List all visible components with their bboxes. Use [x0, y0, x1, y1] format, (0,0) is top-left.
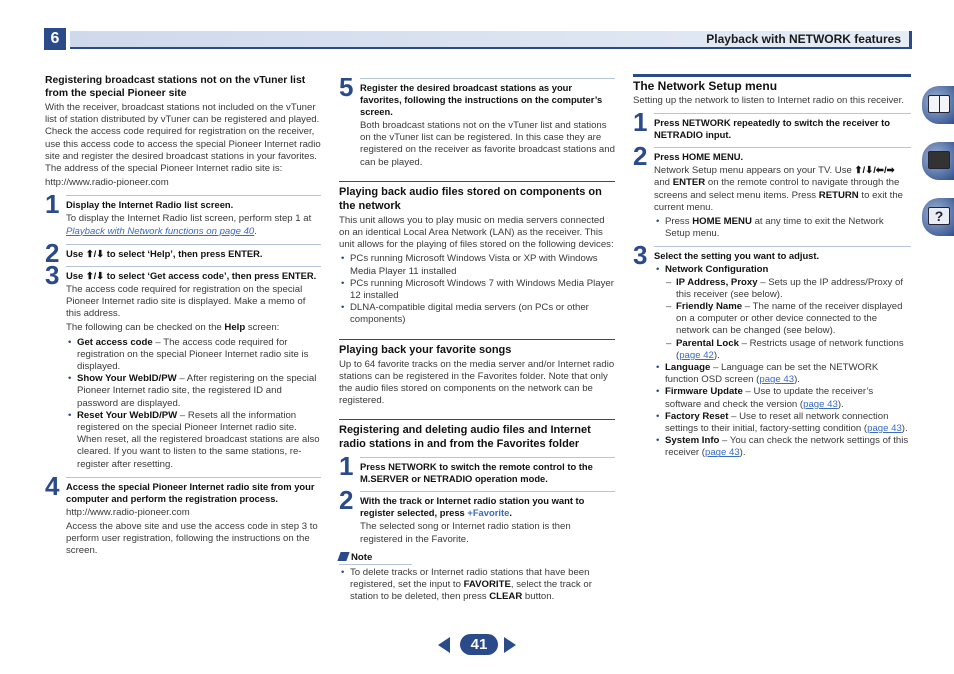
list-item: [654, 386, 911, 410]
section-heading: Registering and deleting audio files and Internet radio stations in and from the Favorites folder: [339, 419, 615, 451]
item-desc: – Restricts usage of network functions (: [676, 337, 904, 361]
step-bullets: [654, 216, 911, 240]
step-4: [45, 470, 321, 558]
step-text: .: [313, 269, 317, 281]
key-name: CLEAR: [489, 591, 523, 603]
device-icon-glyph: [928, 151, 950, 169]
intro-text: With the receiver, broadcast stations not included on the vTuner list of station distributed by vTuner can be registered and played. Check the access code required for registration on the receiver, use this access code to access the special Pioneer Internet radio site and register the desired broadcast stations in your favorites. The address of the special Pioneer Internet radio site is:: [45, 102, 321, 175]
item-desc: – Language can be set the NETWORK function OSD screen (: [665, 362, 879, 386]
key-name: NETWORK: [682, 117, 731, 129]
key-name: +Favorite: [467, 507, 510, 519]
item-desc: ).: [837, 398, 844, 410]
item-desc: – Use to update the receiver’s software and check the version (: [665, 386, 874, 410]
step-text: Press: [654, 151, 683, 163]
help-icon-glyph: ?: [928, 207, 950, 225]
item-term: Get access code: [77, 336, 153, 348]
step-body: Both broadcast stations not on the vTuner list and stations on the vTuner list can be registered. In this case they are registered on the receiver as favorite broadcast stations and can be played.: [360, 120, 615, 168]
step-text: Press: [360, 461, 389, 473]
step-text: at any time to exit the Network Setup menu.: [665, 216, 884, 240]
step-text: .: [509, 507, 512, 519]
list-item: [665, 301, 911, 338]
step-title: [654, 147, 911, 163]
list-item: • PCs running Microsoft Windows 7 with Windows Media Player 12 installed: [339, 278, 615, 302]
item-desc: ).: [739, 447, 746, 459]
note-list: [339, 567, 615, 604]
note-label: [339, 552, 412, 565]
next-page-icon[interactable]: [504, 637, 516, 653]
step-text: Use: [66, 247, 86, 259]
list-item: [665, 338, 911, 362]
item-term: Friendly Name: [676, 301, 743, 313]
list-item: [66, 373, 321, 410]
item-desc: ).: [901, 423, 908, 435]
section-heading: Playing back audio files stored on components on the network: [339, 181, 615, 213]
page-number: 41: [460, 634, 498, 655]
settings-list: [654, 264, 911, 459]
list-item: [66, 410, 321, 471]
intro-text: Setting up the network to listen to Internet radio on this receiver.: [633, 95, 904, 106]
help-text: [66, 322, 321, 334]
step-title: [360, 457, 615, 485]
pager: [438, 634, 518, 656]
arrow-keys-icon: ⬆/⬇: [85, 247, 105, 259]
item-desc: – Resets all the information registered on the special Pioneer Internet radio site. When reset, all the registered broadcast stations are also cleared. If you want to listen to the same stations, re-register after resetting.: [77, 409, 320, 470]
book-icon[interactable]: [922, 86, 954, 124]
item-term: Factory Reset: [665, 410, 729, 422]
list-item: [654, 264, 911, 362]
step-text: to switch the remote control to the M.SERVER or NETRADIO operation mode.: [360, 461, 593, 485]
step-title: Display the Internet Radio list screen.: [66, 195, 321, 211]
step-text: to select ‘Get access code’, then press: [104, 269, 282, 281]
key-name: ENTER: [281, 269, 314, 281]
step-body: [654, 165, 911, 214]
chapter-number: 6: [44, 28, 66, 50]
item-term: Parental Lock: [676, 337, 739, 349]
header-title: Playback with NETWORK features: [706, 32, 901, 46]
header-bar: [70, 31, 912, 49]
key-name: ENTER: [228, 247, 260, 259]
page-link[interactable]: page 43: [704, 447, 740, 459]
step-1: [45, 189, 321, 237]
prev-page-icon[interactable]: [438, 637, 450, 653]
page-link[interactable]: page 43: [759, 374, 795, 386]
step-title: Access the special Pioneer Internet radio site from your computer and perform the registration process.: [66, 477, 321, 505]
sub-list: [665, 277, 911, 362]
step-2: [45, 237, 321, 268]
arrow-keys-icon: ⬆/⬇/⬅/➡: [854, 165, 895, 177]
step-number: 2: [633, 141, 648, 172]
step-title: Select the setting you want to adjust.: [654, 246, 911, 262]
step-number: 5: [339, 72, 354, 102]
step-title: [360, 491, 615, 519]
key-name: RETURN: [818, 189, 859, 201]
column-middle: [339, 74, 615, 604]
item-term: System Info: [665, 435, 720, 447]
note-text: To delete tracks or Internet radio stations that have been registered, set the input to: [350, 567, 590, 591]
step-1: [339, 451, 615, 485]
help-list: [66, 337, 321, 471]
page-link[interactable]: page 43: [867, 423, 902, 435]
column-right: [633, 74, 911, 460]
step-3: [633, 240, 911, 459]
section-body: This unit allows you to play music on media servers connected on an identical Local Area Network (LAN) as the receiver. This unit allows for the playing of files stored on the following devices:: [339, 214, 614, 251]
step-number: 1: [633, 107, 648, 138]
step-text: .: [259, 247, 263, 259]
step-text: .: [740, 151, 744, 163]
step-text: To display the Internet Radio list screen, perform step 1 at: [66, 213, 312, 225]
key-name: FAVORITE: [463, 579, 511, 591]
item-desc: – The access code required for registration on the special Pioneer Internet radio site is displayed.: [77, 336, 309, 373]
item-term: Reset Your WebID/PW: [77, 409, 178, 421]
url-text: http://www.radio-pioneer.com: [45, 177, 169, 189]
list-item: [654, 362, 911, 386]
item-desc: – The name of the receiver displayed on a computer or other device connected to the network can be changed (see below).: [676, 301, 903, 337]
step-text: screen:: [245, 322, 280, 334]
section-heading: Playing back your favorite songs: [339, 339, 615, 357]
section-body: Up to 64 favorite tracks on the media server and/or Internet radio stations can be registered in the Favorites folder. Note that only the audio files stored on components on the network can be registered.: [339, 358, 615, 407]
device-list: [339, 253, 615, 326]
step-text: to exit the current menu.: [654, 189, 904, 213]
step-text: Press: [665, 216, 693, 228]
step-number: 1: [45, 189, 60, 220]
step-number: 2: [339, 485, 354, 516]
step-number: 4: [45, 470, 60, 501]
step-text: Press: [654, 117, 683, 129]
list-item: • DLNA-compatible digital media servers (on PCs or other components): [339, 302, 615, 326]
item-term: Network Configuration: [665, 264, 769, 276]
note-text: button.: [522, 591, 555, 603]
step-body: Access the above site and use the access code in step 3 to perform user registration, following the instructions on the screen.: [66, 521, 318, 557]
key-name: HOME MENU: [692, 216, 752, 228]
key-name: NETWORK: [388, 461, 437, 473]
pencil-icon: [337, 552, 349, 561]
step-text: The following can be checked on the: [66, 322, 225, 334]
step-5: [339, 72, 615, 169]
item-term: IP Address, Proxy: [676, 276, 758, 288]
arrow-keys-icon: ⬆/⬇: [85, 269, 105, 281]
list-item: [654, 216, 911, 240]
step-1: [633, 107, 911, 141]
item-desc: – You can check the network settings of this receiver (: [665, 435, 909, 459]
step-2: [633, 141, 911, 240]
item-desc: – Use to reset all network connection settings to their initial, factory-setting condition (: [665, 410, 889, 435]
step-text: to select ‘Help’, then press: [104, 247, 229, 259]
page-link[interactable]: page 42: [679, 349, 714, 361]
step-number: 3: [633, 240, 648, 271]
item-term: Firmware Update: [665, 386, 743, 398]
list-item: [654, 411, 911, 435]
step-number: 3: [45, 259, 60, 290]
step-body: The access code required for registration on the special Pioneer Internet radio site is displayed. Make a memo of this address.: [66, 283, 306, 320]
step-2: [339, 485, 615, 545]
section-heading: Registering broadcast stations not on the vTuner list from the special Pioneer site: [45, 75, 306, 99]
note-text: , select the track or station to be deleted, then press: [350, 579, 592, 603]
item-desc: ).: [794, 374, 800, 386]
help-icon[interactable]: [922, 198, 954, 236]
item-desc: – After registering on the special Pioneer Internet radio site, the registered ID and password are displayed.: [77, 373, 317, 409]
list-item: [665, 277, 911, 301]
list-item: [66, 337, 321, 374]
list-item: [339, 567, 615, 604]
item-desc: – Sets up the IP address/Proxy of this receiver (see below).: [676, 276, 904, 300]
step-text: .: [254, 225, 257, 237]
step-3: [45, 259, 321, 471]
book-icon-glyph: [928, 95, 950, 113]
note-title: Note: [351, 551, 373, 563]
page-link[interactable]: page 43: [803, 398, 838, 410]
step-title: [654, 113, 911, 141]
step-body: [66, 213, 321, 237]
list-item: • PCs running Microsoft Windows Vista or XP with Windows Media Player 11 installed: [339, 253, 615, 277]
list-item: [654, 435, 911, 459]
step-text: Use: [66, 269, 86, 281]
step-text: Network Setup menu appears on your TV. Use: [654, 165, 855, 177]
step-number: 2: [45, 237, 60, 268]
step-text: and: [654, 177, 673, 189]
device-icon[interactable]: [922, 142, 954, 180]
step-number: 1: [339, 451, 354, 482]
section-heading: The Network Setup menu: [633, 74, 911, 93]
step-title: Register the desired broadcast stations as your favorites, following the instructions on the computer’s screen.: [360, 78, 615, 118]
step-body: The selected song or Internet radio station is then registered in the Favorite.: [360, 521, 571, 545]
step-text: With the track or Internet radio station you want to register selected, press: [360, 495, 585, 519]
item-term: Show Your WebID/PW: [77, 373, 177, 385]
step-text: repeatedly to switch the receiver to NETRADIO input.: [654, 117, 891, 141]
item-term: Language: [665, 362, 711, 374]
step-text: on the remote control to navigate through the screens and select menu items. Press: [654, 177, 900, 201]
key-name: HOME MENU: [682, 151, 741, 163]
step-title: [66, 244, 321, 260]
item-desc: ).: [713, 349, 720, 361]
step-title: [66, 266, 321, 282]
url-text: http://www.radio-pioneer.com: [66, 506, 190, 518]
key-name: Help: [224, 322, 246, 334]
key-name: ENTER: [672, 177, 706, 189]
column-left: [45, 74, 321, 558]
page-link[interactable]: Playback with Network functions on page 40: [66, 225, 255, 237]
